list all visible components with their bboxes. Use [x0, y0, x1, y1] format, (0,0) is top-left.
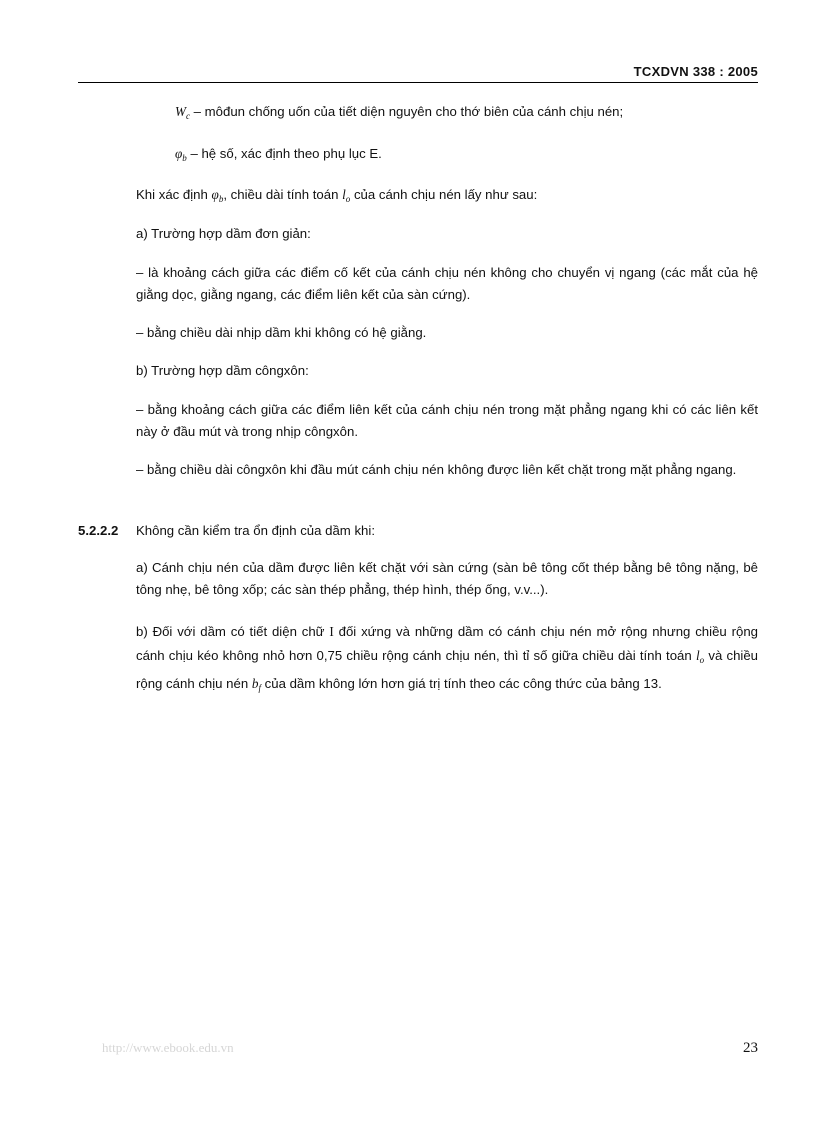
symbol-bf: $b_f$	[251, 676, 261, 693]
symbol-phib: $\varphi_b$	[175, 146, 187, 163]
case-a-item-2: – bằng chiều dài nhịp dầm khi không có hệ giằng.	[136, 325, 427, 340]
intro-sentence: Khi xác định $\varphi_b$, chiều dài tính toán $l_o$ của cánh chịu nén lấy như sau:	[136, 187, 538, 204]
case-b-title: b) Trường hợp dầm côngxôn:	[136, 363, 309, 378]
section-item-a: a) Cánh chịu nén của dầm được liên kết chặt với sàn cứng (sàn bê tông cốt thép bằng bê tông nặng, bê tông nhẹ, bê tông xốp; các sàn thép phẳng, thép hình, thép ống, v.v...).	[136, 560, 758, 597]
page-number: 23	[743, 1040, 758, 1056]
footer-url: http://www.ebook.edu.vn	[102, 1040, 234, 1055]
section-item-b: b) Đối với dầm có tiết diện chữ I đối xứng và những dầm có cánh chịu nén mở rộng nhưng chiều rộng cánh chịu kéo không nhỏ hơn 0,75 chiều rộng cánh chịu nén, thì tỉ số giữa chiều dài tính toán $l_o$ và chiều rộng cánh chịu nén $b_f$ của dầm không lớn hơn giá trị tính theo các công thức của bảng 13.	[136, 624, 759, 693]
case-b-item-1: – bằng khoảng cách giữa các điểm liên kết của cánh chịu nén trong mặt phẳng ngang khi có các liên kết này ở đầu mút và trong nhịp côngxôn.	[136, 402, 758, 439]
definition-phib: $\varphi_b$ – hệ số, xác định theo phụ lục E.	[175, 146, 382, 163]
section-number: 5.2.2.2	[78, 523, 119, 538]
symbol-phib-inline: $\varphi_b$	[211, 187, 224, 204]
section-title: Không cần kiểm tra ổn định của dầm khi:	[136, 523, 375, 538]
symbol-wc: $W_c$	[175, 104, 190, 121]
case-a-item-1: – là khoảng cách giữa các điểm cố kết của cánh chịu nén không cho chuyển vị ngang (các mắt của hệ giằng dọc, giằng ngang, các điểm liên kết của sàn cứng).	[136, 265, 758, 302]
symbol-i: I	[329, 624, 334, 639]
case-a-title: a) Trường hợp dầm đơn giản:	[136, 226, 311, 241]
case-b-item-2: – bằng chiều dài côngxôn khi đầu mút cánh chịu nén không được liên kết chặt trong mặt phẳng ngang.	[136, 462, 737, 477]
symbol-lo-inline: $l_o$	[342, 187, 351, 204]
symbol-lo: $l_o$	[695, 648, 705, 665]
header-rule	[78, 82, 758, 83]
definition-wc: $W_c$ – môđun chống uốn của tiết diện nguyên cho thớ biên của cánh chịu nén;	[175, 104, 624, 121]
standard-code: TCXDVN 338 : 2005	[633, 64, 758, 79]
